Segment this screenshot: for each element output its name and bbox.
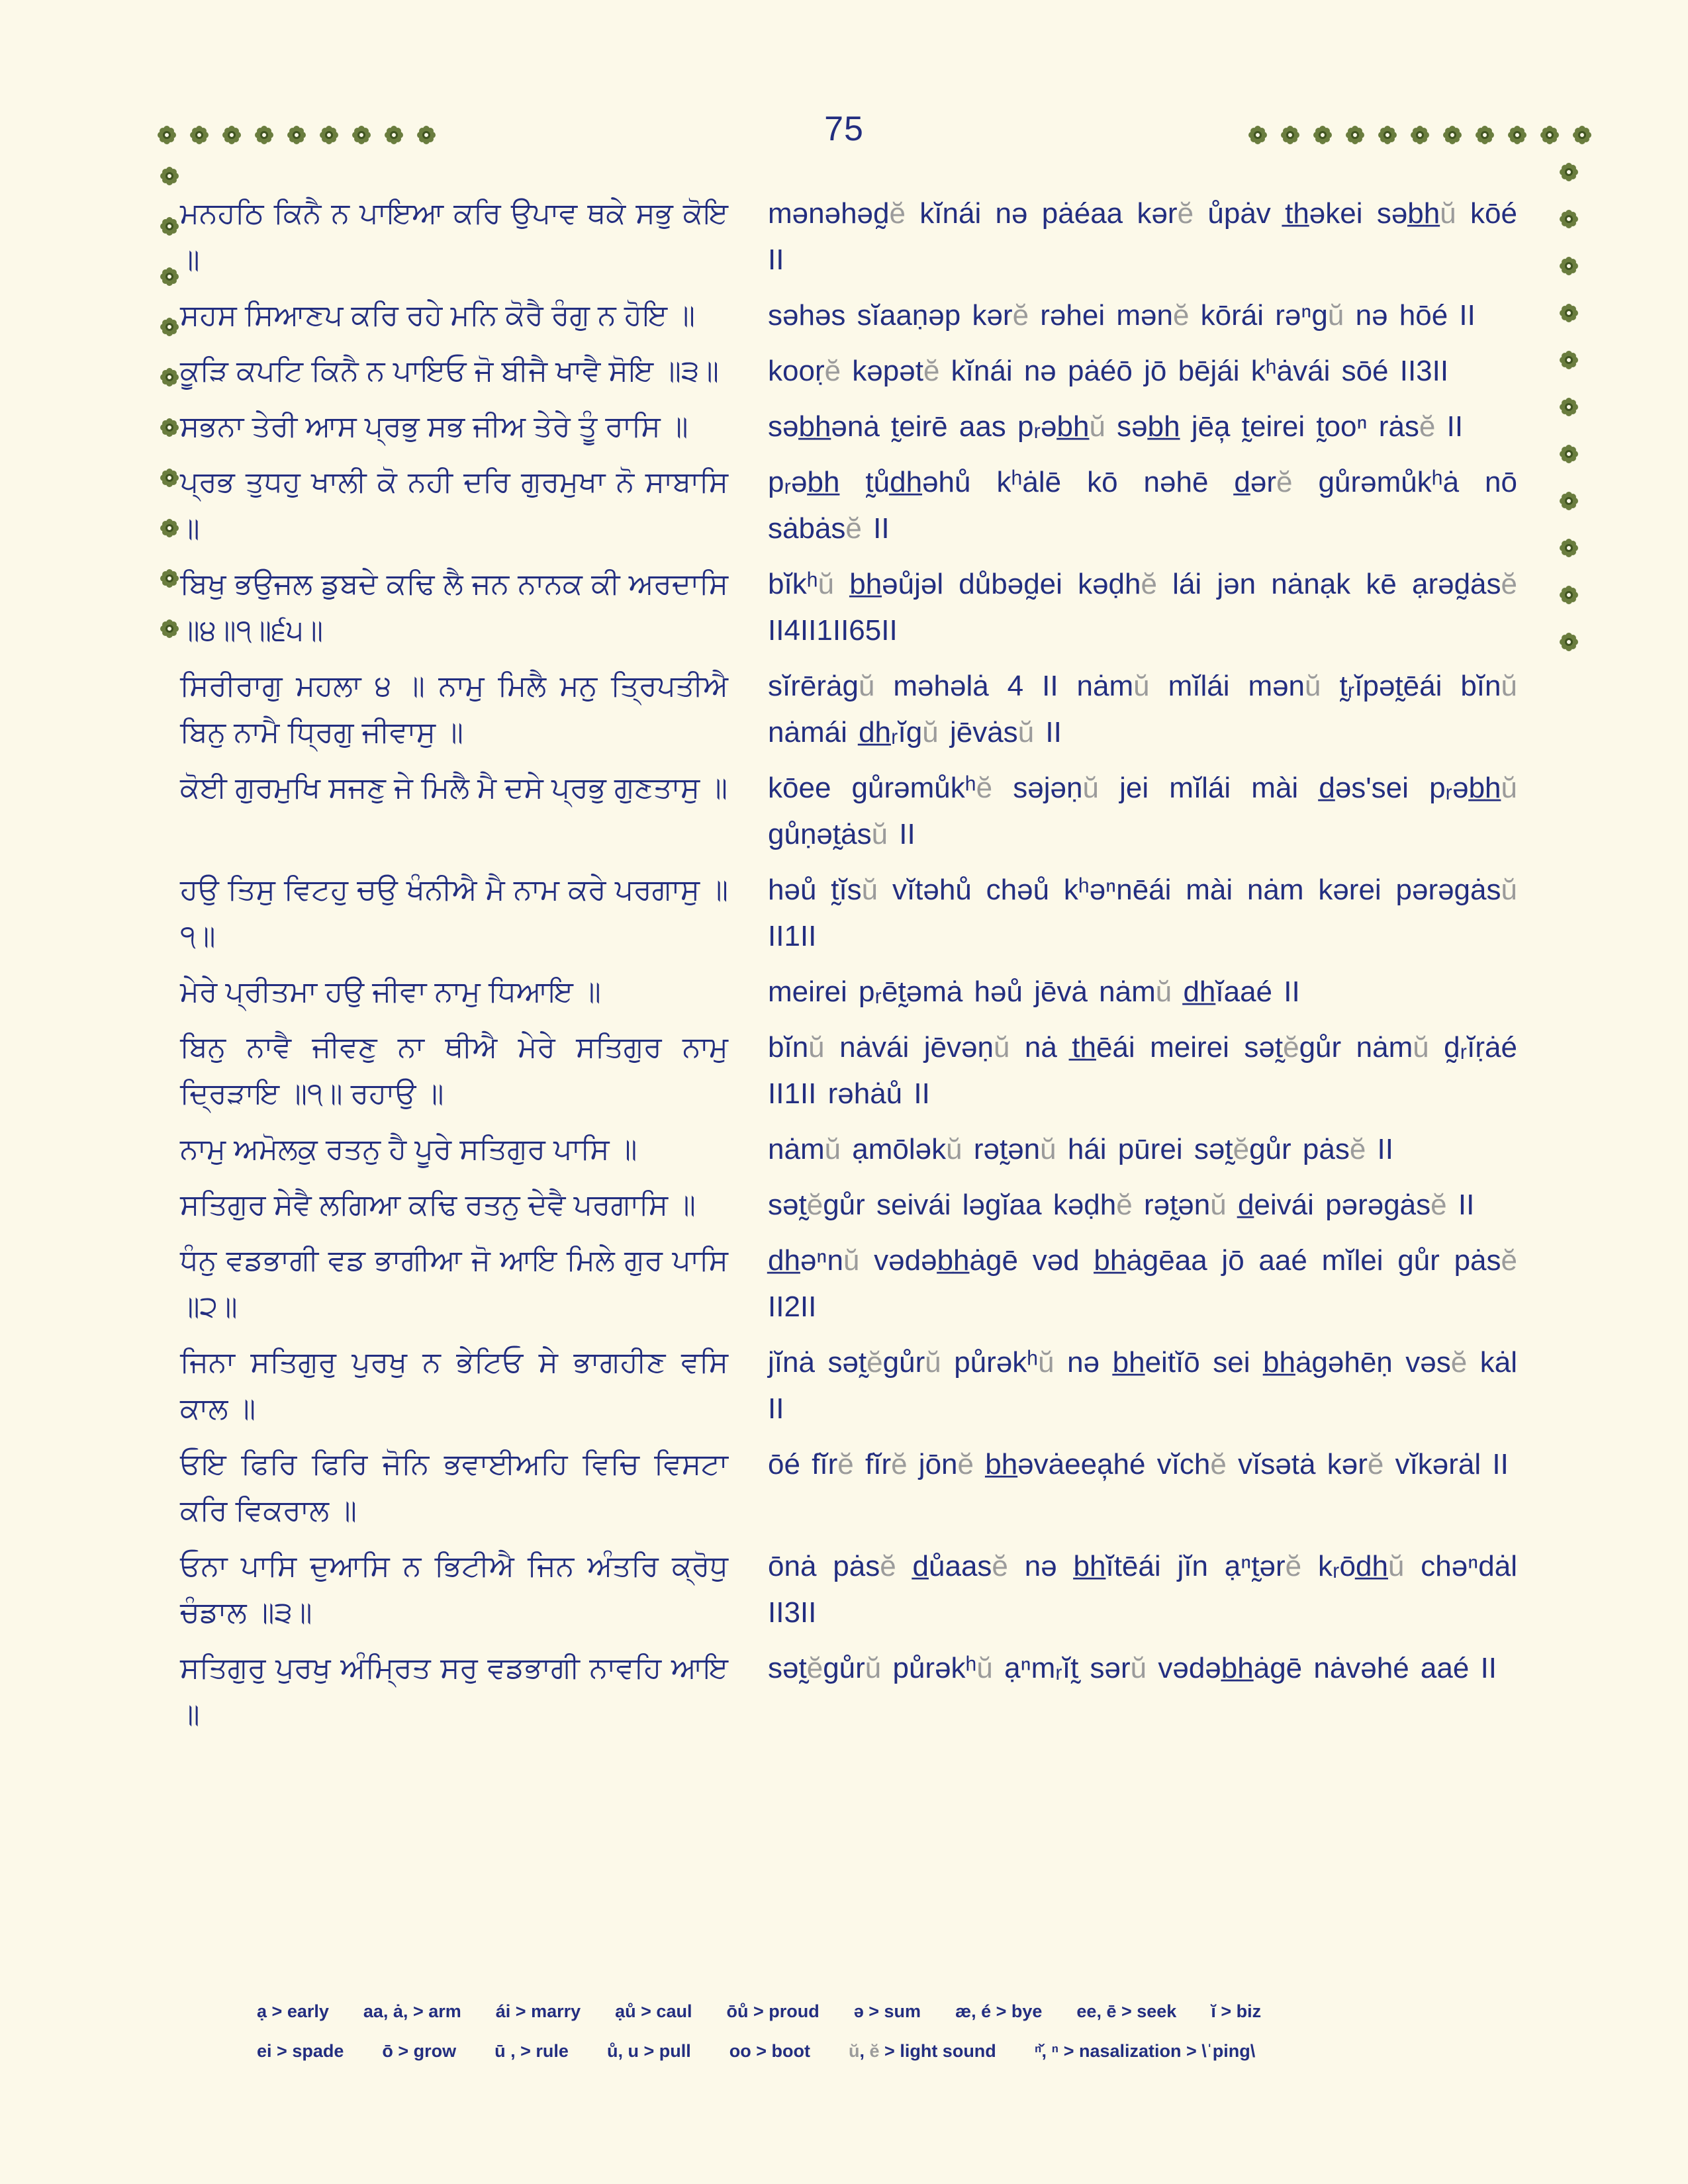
- greater-than-icon: >: [863, 2001, 884, 2021]
- light-sound-letter: ŭ: [871, 818, 888, 850]
- transliteration-text: kooṛĕ kəpətĕ kĭnái nə pȧéō jō bējái kʰȧvái sōé II3II: [768, 355, 1449, 387]
- light-sound-letter: ŭ: [1082, 772, 1099, 804]
- light-sound-letter: ĕ: [1501, 1244, 1517, 1277]
- gurmukhi-text: ਸਹਸ ਸਿਆਣਪ ਕਰਿ ਰਹੇ ਮਨਿ ਕੋਰੈ ਰੰਗੁ ਨ ਹੋਇ ॥: [180, 299, 695, 332]
- light-sound-letter: ŭ: [976, 1652, 993, 1684]
- light-sound-letter: ŭ: [925, 1346, 941, 1379]
- flower-border-right: [1560, 163, 1578, 651]
- light-sound-letter: ĕ: [1450, 1346, 1468, 1379]
- transliteration-text: pᵣəb̲h̲ t̰ůd̲h̲əhů kʰȧlē kō nəhē d̲ərĕ gůrəmůkʰȧ nō sȧbȧsĕ II: [768, 466, 1517, 545]
- verse-row: [180, 969, 1517, 1015]
- gurmukhi-text: ਬਿਖੁ ਭਉਜਲ ਡੁਬਦੇ ਕਢਿ ਲੈ ਜਨ ਨਾਨਕ ਕੀ ਅਰਦਾਸਿ ॥੪॥੧॥੬੫॥: [180, 568, 728, 647]
- legend-item: [607, 2040, 691, 2062]
- legend-symbol: æ, é: [955, 2001, 992, 2021]
- light-sound-letter: ŭ: [843, 1244, 860, 1277]
- legend-symbol: ⁿ̌, ⁿ: [1034, 2041, 1059, 2061]
- legend-example-word: early: [287, 2001, 329, 2021]
- legend-example-word: sum: [884, 2001, 921, 2021]
- flower-icon: [1560, 445, 1578, 463]
- greater-than-icon: >: [1058, 2041, 1079, 2061]
- light-sound-letter: ĕ: [1419, 410, 1436, 443]
- transliteration-text: nȧmŭ ạmōləkŭ rət̰ənŭ hái pūrei sət̰ĕgůr pȧsĕ II: [768, 1133, 1393, 1165]
- transliteration-text: bĭnŭ nȧvái jēvəṇŭ nȧ t̲h̲ēái meirei sət̰ĕgůr nȧmŭ d̰ᵣĭṛȧé II1II rəhȧů II: [768, 1031, 1517, 1110]
- legend-example-word: light sound: [900, 2041, 996, 2061]
- greater-than-icon: >: [393, 2041, 414, 2061]
- greater-than-icon: >: [408, 2001, 429, 2021]
- flower-icon: [1560, 539, 1578, 557]
- flower-icon: [1560, 633, 1578, 651]
- light-sound-letter: ŭ: [1040, 1133, 1056, 1165]
- light-sound-letter: ĕ: [1430, 1189, 1447, 1221]
- legend-symbol: oo: [729, 2041, 751, 2061]
- flower-icon: [160, 217, 179, 236]
- light-sound-letter: ĕ: [1210, 1448, 1227, 1480]
- legend-item: [363, 2000, 461, 2023]
- light-sound-letter: ŭ: [861, 874, 878, 906]
- transliteration-text: bĭkʰŭ b̲h̲əůjəl důbəd̰ei kəḍhĕ lái jən nȧnạk kē ạrəd̰ȧsĕ II4II1II65II: [768, 568, 1518, 647]
- greater-than-icon: >: [1215, 2001, 1237, 2021]
- light-sound-letter: ĕ: [1012, 299, 1029, 332]
- legend-example-word: marry: [531, 2001, 581, 2021]
- light-sound-letter: ŭ: [1017, 716, 1035, 749]
- light-sound-letter: ĕ: [1285, 1550, 1302, 1582]
- legend-item: [849, 2040, 996, 2062]
- flower-border-left: [160, 167, 179, 638]
- flower-icon: [160, 368, 179, 387]
- legend-symbol: ái: [495, 2001, 511, 2021]
- light-sound-letter: ĕ: [837, 1448, 854, 1480]
- gurmukhi-text: ਨਾਮੁ ਅਮੋਲਕੁ ਰਤਨੁ ਹੈ ਪੂਰੇ ਸਤਿਗੁਰ ਪਾਸਿ ॥: [180, 1133, 637, 1165]
- gurmukhi-text: ਸਤਿਗੁਰ ਸੇਵੈ ਲਗਿਆ ਕਢਿ ਰਤਨੁ ਦੇਵੈ ਪਰਗਾਸਿ ॥: [180, 1189, 696, 1221]
- transliteration-text: mənəhəd̰ĕ kĭnái nə pȧéaa kərĕ ůpȧv t̲h̲əkei səb̲h̲ŭ kōé II: [768, 197, 1517, 276]
- legend-example-word: boot: [771, 2041, 810, 2061]
- gurmukhi-text: ਮਨਹਠਿ ਕਿਨੈ ਨ ਪਾਇਆ ਕਰਿ ਉਪਾਵ ਥਕੇ ਸਭੁ ਕੋਇ ॥: [180, 197, 728, 276]
- legend-item: [729, 2040, 810, 2062]
- legend-item: [257, 2000, 329, 2023]
- legend-item: [382, 2040, 456, 2062]
- transliteration-text: səb̲h̲ənȧ t̰eirē aas pᵣəb̲h̲ŭ səb̲h̲ jēa̦ t̰eirei t̰ooⁿ rȧsĕ II: [768, 410, 1464, 443]
- legend-row-1: [257, 2000, 1501, 2023]
- light-sound-letter: ĕ: [1116, 1189, 1133, 1221]
- transliteration-text: səhəs sĭaaṇəp kərĕ rəhei mənĕ kōrái rəⁿgŭ nə hōé II: [768, 299, 1476, 332]
- legend-example-word: biz: [1236, 2001, 1262, 2021]
- light-sound-letter: ĕ: [1233, 1133, 1250, 1165]
- transliteration-text: kōee gůrəmůkʰĕ səjəṇŭ jei mĭlái mài d̲əs'sei pᵣəb̲h̲ŭ gůṇət̰ȧsŭ II: [768, 772, 1517, 850]
- legend-example-word: pull: [659, 2041, 691, 2061]
- light-sound-letter: ŭ: [808, 1031, 825, 1064]
- flower-icon: [160, 318, 179, 336]
- light-sound-letter: ŭ: [922, 716, 939, 749]
- gurmukhi-text: ਕੂੜਿ ਕਪਟਿ ਕਿਨੈ ਨ ਪਾਇਓ ਜੋ ਬੀਜੈ ਖਾਵੈ ਸੋਇ ॥੩॥: [180, 355, 719, 387]
- greater-than-icon: >: [751, 2041, 772, 2061]
- flower-icon: [1560, 257, 1578, 275]
- light-sound-letter: ŭ: [1327, 299, 1344, 332]
- legend-item: [257, 2040, 344, 2062]
- greater-than-icon: >: [879, 2041, 900, 2061]
- legend-item: [615, 2000, 692, 2023]
- light-sound-letter: ĕ: [923, 355, 940, 387]
- legend-item: [955, 2000, 1042, 2023]
- legend-item: [1211, 2000, 1261, 2023]
- verse-row: [180, 1182, 1517, 1228]
- gurmukhi-text: ਜਿਨਾ ਸਤਿਗੁਰੁ ਪੁਰਖੁ ਨ ਭੇਟਿਓ ਸੇ ਭਾਗਹੀਣ ਵਸਿ ਕਾਲ ॥: [180, 1346, 728, 1425]
- flower-icon: [160, 619, 179, 638]
- legend-symbol: ĭ: [1211, 2001, 1216, 2021]
- light-sound-letter: ŭ: [993, 1031, 1010, 1064]
- light-sound-letter: ĕ: [1276, 466, 1293, 498]
- legend-symbol: ū ,: [494, 2041, 516, 2061]
- legend-item: [494, 2040, 569, 2062]
- flower-icon: [160, 418, 179, 437]
- verse-row: [180, 1238, 1517, 1330]
- light-sound-letter: ĕ: [845, 512, 862, 545]
- verse-row: [180, 293, 1517, 339]
- legend-symbol: ō: [382, 2041, 393, 2061]
- light-sound-letter: ŭ: [849, 2041, 860, 2061]
- legend-item: [726, 2000, 819, 2023]
- legend-example-word: rule: [536, 2041, 569, 2061]
- light-sound-letter: ĕ: [1349, 1133, 1366, 1165]
- flower-icon: [1560, 304, 1578, 322]
- transliteration-text: d̲h̲əⁿnŭ vədəb̲h̲ȧgē vəd b̲h̲ȧgēaa jō aaé mĭlei gůr pȧsĕ II2II: [768, 1244, 1517, 1323]
- light-sound-letter: ŭ: [1440, 197, 1456, 230]
- light-sound-letter: ĕ: [1141, 568, 1157, 600]
- flower-icon: [1560, 351, 1578, 369]
- light-sound-letter: ŭ: [1501, 670, 1517, 702]
- gurmukhi-text: ਕੋਈ ਗੁਰਮੁਖਿ ਸਜਣੁ ਜੇ ਮਿਲੈ ਮੈ ਦਸੇ ਪ੍ਰਭੁ ਗੁਣਤਾਸੁ ॥: [180, 772, 728, 804]
- flower-icon: [160, 167, 179, 185]
- gurmukhi-text: ਸਭਨਾ ਤੇਰੀ ਆਸ ਪ੍ਰਭੁ ਸਭ ਜੀਅ ਤੇਰੇ ਤੂੰ ਰਾਸਿ ॥: [180, 410, 688, 443]
- light-sound-letter: ŭ: [1501, 772, 1517, 804]
- greater-than-icon: >: [515, 2041, 536, 2061]
- light-sound-letter: ĕ: [957, 1448, 974, 1480]
- flower-icon: [160, 569, 179, 588]
- legend-symbol: ee, ē: [1076, 2001, 1117, 2021]
- gurmukhi-text: ਬਿਨੁ ਨਾਵੈ ਜੀਵਣੁ ਨਾ ਥੀਐ ਮੇਰੇ ਸਤਿਗੁਰ ਨਾਮੁ ਦ੍ਰਿੜਾਇ ॥੧॥ ਰਹਾਉ ॥: [180, 1031, 728, 1110]
- legend-symbol: ŭ, ĕ: [849, 2041, 880, 2061]
- flower-icon: [1560, 398, 1578, 416]
- greater-than-icon: >: [635, 2001, 657, 2021]
- light-sound-letter: ŭ: [1038, 1346, 1055, 1379]
- verse-row: [180, 191, 1517, 283]
- light-sound-letter: ŭ: [1501, 874, 1517, 906]
- legend-example-word: arm: [428, 2001, 461, 2021]
- light-sound-letter: ĕ: [806, 1652, 823, 1684]
- light-sound-letter: ŭ: [858, 670, 875, 702]
- flower-icon: [1560, 163, 1578, 181]
- gurmukhi-text: ਸਤਿਗੁਰੁ ਪੁਰਖੁ ਅੰਮ੍ਰਿਤ ਸਰੁ ਵਡਭਾਗੀ ਨਾਵਹਿ ਆਇ ॥: [180, 1652, 728, 1731]
- light-sound-letter: ĕ: [806, 1189, 823, 1221]
- light-sound-letter: ŭ: [1133, 670, 1150, 702]
- transliteration-text: ōnȧ pȧsĕ d̲ůaasĕ nə b̲h̲ĭtēái jĭn ạⁿt̰ərĕ kᵣōd̲h̲ŭ chəⁿdȧl II3II: [768, 1550, 1518, 1629]
- light-sound-letter: ĕ: [1283, 1031, 1299, 1064]
- legend-example-word: spade: [292, 2041, 344, 2061]
- greater-than-icon: >: [1116, 2001, 1137, 2021]
- legend-example-word: grow: [413, 2041, 457, 2061]
- legend-example-word: seek: [1137, 2001, 1177, 2021]
- light-sound-letter: ŭ: [1089, 410, 1105, 443]
- greater-than-icon: >: [510, 2001, 532, 2021]
- light-sound-letter: ĕ: [1501, 568, 1518, 600]
- greater-than-icon: >: [991, 2001, 1011, 2021]
- verse-row: [180, 663, 1517, 756]
- verse-list: [180, 191, 1517, 1747]
- light-sound-letter: ŭ: [1305, 670, 1321, 702]
- legend-item: [496, 2000, 581, 2023]
- light-sound-letter: ĕ: [824, 355, 841, 387]
- legend-item: [854, 2000, 921, 2023]
- flower-icon: [160, 469, 179, 487]
- legend-symbol: ů, u: [606, 2041, 639, 2061]
- legend-row-2: [257, 2040, 1501, 2062]
- flower-icon: [1560, 210, 1578, 228]
- gurmukhi-text: ਮੇਰੇ ਪ੍ਰੀਤਮਾ ਹਉ ਜੀਵਾ ਨਾਮੁ ਧਿਆਇ ॥: [180, 976, 601, 1008]
- verse-row: [180, 1126, 1517, 1173]
- light-sound-letter: ĕ: [1177, 197, 1194, 230]
- legend-item: [1035, 2040, 1255, 2062]
- light-sound-letter: ŭ: [1155, 976, 1172, 1008]
- gurmukhi-text: ਧੰਨੁ ਵਡਭਾਗੀ ਵਡ ਭਾਗੀਆ ਜੋ ਆਇ ਮਿਲੇ ਗੁਰ ਪਾਸਿ ॥੨॥: [180, 1244, 728, 1323]
- verse-row: [180, 459, 1517, 552]
- verse-row: [180, 348, 1517, 394]
- legend-symbol: ei: [257, 2041, 272, 2061]
- light-sound-letter: ŭ: [818, 568, 835, 600]
- gurmukhi-text: ਓਨਾ ਪਾਸਿ ਦੁਆਸਿ ਨ ਭਿਟੀਐ ਜਿਨ ਅੰਤਰਿ ਕ੍ਰੋਧੁ ਚੰਡਾਲ ॥੩॥: [180, 1550, 728, 1629]
- light-sound-letter: ŭ: [1130, 1652, 1147, 1684]
- flower-icon: [1560, 586, 1578, 604]
- transliteration-text: sət̰ĕgůrŭ půrəkʰŭ ạⁿmᵣĭt̰ sərŭ vədəb̲h̲ȧgē nȧvəhé aaé II: [768, 1652, 1497, 1684]
- legend-symbol: ạ: [257, 2001, 267, 2021]
- gurmukhi-text: ਓਇ ਫਿਰਿ ਫਿਰਿ ਜੋਨਿ ਭਵਾਈਅਹਿ ਵਿਚਿ ਵਿਸਟਾ ਕਰਿ ਵਿਕਰਾਲ ॥: [180, 1448, 728, 1527]
- light-sound-letter: ŭ: [1413, 1031, 1429, 1064]
- legend-example-word: nasalization > \ˈping\: [1078, 2041, 1256, 2061]
- light-sound-letter: ŭ: [865, 1652, 882, 1684]
- gurmukhi-text: ਪ੍ਰਭ ਤੁਧਹੁ ਖਾਲੀ ਕੋ ਨਹੀ ਦਰਿ ਗੁਰਮੁਖਾ ਨੋ ਸਾਬਾਸਿ ॥: [180, 466, 728, 545]
- legend-symbol: ạů: [615, 2001, 636, 2021]
- light-sound-letter: ĕ: [889, 197, 906, 230]
- light-sound-letter: ĕ: [880, 1550, 896, 1582]
- light-sound-letter: ĕ: [1172, 299, 1190, 332]
- verse-row: [180, 1645, 1517, 1738]
- flower-icon: [1560, 492, 1578, 510]
- legend-example-word: bye: [1011, 2001, 1043, 2021]
- verse-row: [180, 867, 1517, 960]
- verse-row: [180, 404, 1517, 450]
- light-sound-letter: ĕ: [867, 1346, 883, 1379]
- transliteration-text: meirei pᵣēt̰əmȧ həů jēvȧ nȧmŭ d̲h̲ĭaaé II: [768, 976, 1300, 1008]
- light-sound-letter: ŭ: [1210, 1189, 1227, 1221]
- legend-symbol: ə: [853, 2001, 864, 2021]
- verse-row: [180, 765, 1517, 858]
- light-sound-letter: ĕ: [869, 2041, 880, 2061]
- light-sound-letter: ĕ: [976, 772, 993, 804]
- transliteration-text: sĭrērȧgŭ məhəlȧ 4 II nȧmŭ mĭlái mənŭ t̰ᵣĭpət̰ēái bĭnŭ nȧmái d̲h̲ᵣĭgŭ jēvȧsŭ II: [768, 670, 1517, 749]
- legend-example-word: caul: [656, 2001, 692, 2021]
- gurmukhi-text: ਹਉ ਤਿਸੁ ਵਿਟਹੁ ਚਉ ਖੰਨੀਐ ਮੈ ਨਾਮ ਕਰੇ ਪਰਗਾਸੁ ॥੧॥: [180, 874, 728, 952]
- legend-symbol: aa, ȧ,: [363, 2001, 408, 2021]
- transliteration-text: ōé fĭrĕ fĭrĕ jōnĕ b̲h̲əvȧeea̦hé vĭchĕ vĭsətȧ kərĕ vĭkərȧl II: [768, 1448, 1509, 1480]
- greater-than-icon: >: [748, 2001, 769, 2021]
- page-number: 75: [824, 110, 864, 148]
- pronunciation-legend: [257, 2000, 1501, 2062]
- legend-item: [1076, 2000, 1176, 2023]
- light-sound-letter: ĕ: [992, 1550, 1008, 1582]
- flower-icon: [160, 519, 179, 537]
- flower-icon: [160, 267, 179, 286]
- light-sound-letter: ŭ: [1387, 1550, 1405, 1582]
- greater-than-icon: >: [271, 2041, 293, 2061]
- light-sound-letter: ŭ: [946, 1133, 962, 1165]
- greater-than-icon: >: [267, 2001, 287, 2021]
- transliteration-text: jĭnȧ sət̰ĕgůrŭ půrəkʰŭ nə b̲h̲eitĭō sei b̲h̲ȧgəhēṇ vəsĕ kȧl II: [768, 1346, 1517, 1425]
- legend-symbol: ōů: [726, 2001, 749, 2021]
- verse-row: [180, 1340, 1517, 1432]
- verse-row: [180, 1024, 1517, 1117]
- verse-row: [180, 1441, 1517, 1534]
- light-sound-letter: ŭ: [824, 1133, 841, 1165]
- verse-row: [180, 1543, 1517, 1636]
- verse-row: [180, 561, 1517, 654]
- legend-example-word: proud: [769, 2001, 820, 2021]
- greater-than-icon: >: [638, 2041, 659, 2061]
- transliteration-text: həů t̰ĭsŭ vĭtəhů chəů kʰəⁿnēái mài nȧm kərei pərəgȧsŭ II1II: [768, 874, 1517, 952]
- transliteration-text: sət̰ĕgůr seivái ləgĭaa kəḍhĕ rət̰ənŭ d̲eivái pərəgȧsĕ II: [768, 1189, 1475, 1221]
- light-sound-letter: ĕ: [1367, 1448, 1384, 1480]
- light-sound-letter: ĕ: [891, 1448, 908, 1480]
- gurmukhi-text: ਸਿਰੀਰਾਗੁ ਮਹਲਾ ੪ ॥ ਨਾਮੁ ਮਿਲੈ ਮਨੁ ਤ੍ਰਿਪਤੀਐ ਬਿਨੁ ਨਾਮੈ ਧ੍ਰਿਗੁ ਜੀਵਾਸੁ ॥: [180, 670, 728, 749]
